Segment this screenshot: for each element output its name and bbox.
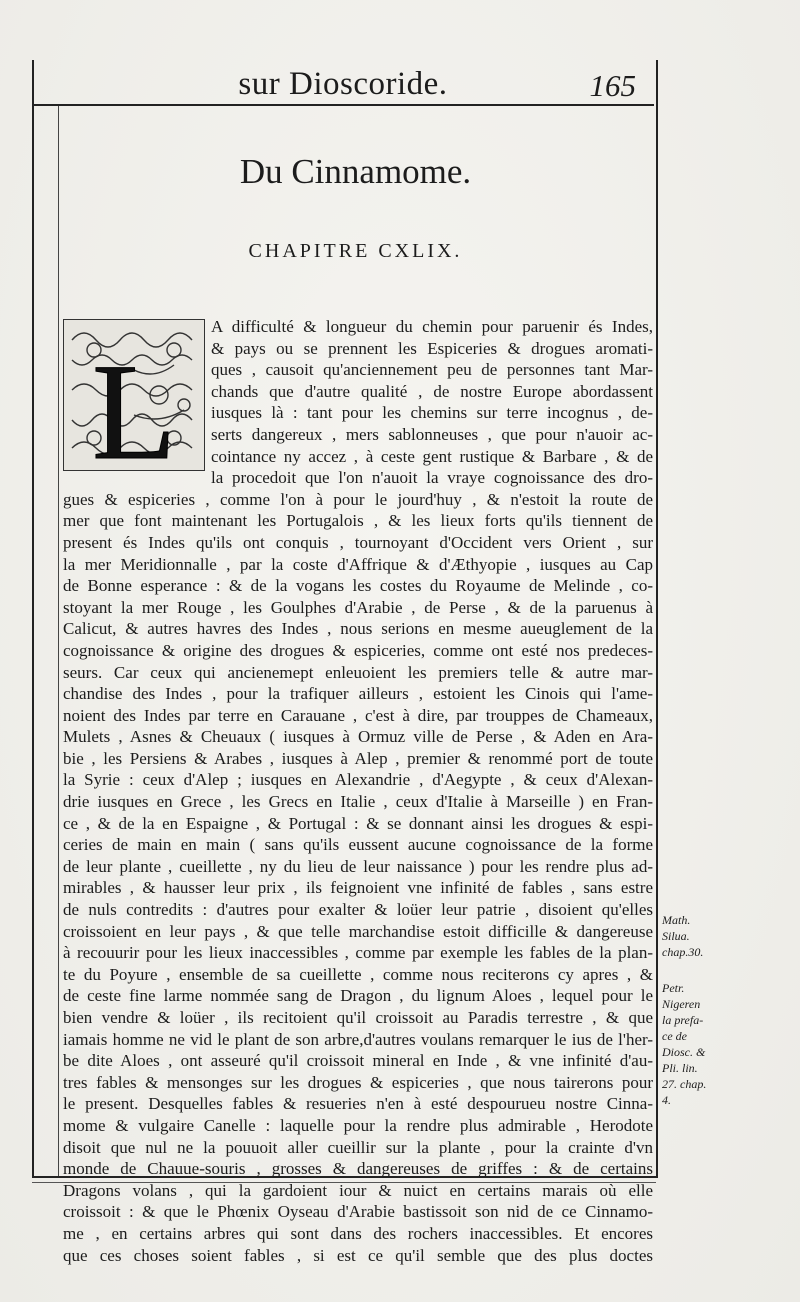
text-line: que ces choses soient fables , si est ce qu'il semble que des plus doctes xyxy=(63,1245,653,1265)
running-head xyxy=(32,60,654,104)
text-line: te du Poyure , ensemble de sa cueillette , comme nous reciterons cy apres , & xyxy=(63,964,653,984)
text-line: de Bonne esperance : & de la vogans les costes du Royaume de Melinde , co- xyxy=(63,576,653,596)
text-line: à recouurir pour les lieux inaccessibles , comme par exemple les fables de la plan- xyxy=(63,943,653,963)
text-line: ques , causoit qu'anciennement peu de personnes tant Mar- xyxy=(211,360,653,380)
text-line: de leur plante , cueillette , ny du lieu de leur naissance ) pour les rendre plus ad- xyxy=(63,856,653,876)
text-line: seurs. Car ceux qui ancienemept enleuoient les premiers telle & autre mar- xyxy=(63,662,653,682)
text-line: be dite Aloes , ont asseuré qu'il croissoit mineral en Inde , & vne infinité d'au- xyxy=(63,1051,653,1071)
margin-note-1 xyxy=(662,912,732,960)
text-line: stoyant la mer Rouge , les Goulphes d'Arabie , de Perse , & de la paruenus à xyxy=(63,597,653,617)
text-line: la Syrie : ceux d'Alep ; iusques en Alexandrie , d'Aegypte , & ceux d'Alexan- xyxy=(63,770,653,790)
margin-note-line: Silua. xyxy=(662,929,690,943)
margin-note-line: 4. xyxy=(662,1093,671,1107)
text-line: mirables , & hausser leur prix , ils feignoient vne infinité de fables , sans estre xyxy=(63,878,653,898)
text-line: croissoient en leur pays , & que telle marchandise estoit difficille & dangereuse xyxy=(63,921,653,941)
text-line: bie , les Persiens & Arabes , iusques à Alep , premier & renommé port de toute xyxy=(63,748,653,768)
text-line: gues & espiceries , comme l'on à pour le jourd'huy , & n'estoit la route de xyxy=(63,489,653,509)
text-line: mer que font maintenant les Portugalois , & les lieux forts qu'ils tiennent de xyxy=(63,511,653,531)
drop-cap-letter: L xyxy=(92,335,177,470)
margin-note-line: la prefa- xyxy=(662,1013,704,1027)
text-line: tres fables & mensonges sur les drogues & espiceries , que nous tairerons pour xyxy=(63,1072,653,1092)
chapter-title: Du Cinnamome. xyxy=(239,152,472,191)
margin-notes xyxy=(662,912,732,1128)
text-line: ceries de main en main ( sans qu'ils eussent aucune cognoissance de la forme xyxy=(63,835,653,855)
text-line: noient des Indes par terre en Carauane , c'est à dire, par trouppes de Chameaux, xyxy=(63,705,653,725)
text-line: la mer Meridionnalle , par la coste d'Affrique & d'Æthyopie , iusques au Cap xyxy=(63,554,653,574)
text-line: de nuls contredits : d'autres pour exalter & loüer leur patrie , disoient qu'elles xyxy=(63,900,653,920)
page-number: 165 xyxy=(589,68,636,103)
text-line: chands que d'autre qualité , de nostre Europe abordassent xyxy=(211,381,653,401)
text-line: me , en certains arbres qui sont dans des rochers inaccessibles. Et encores xyxy=(63,1223,653,1243)
text-line: iamais homme ne vid le plant de son arbre,d'autres voulans remarquer le ius de l'her- xyxy=(63,1029,653,1049)
text-line: Mulets , Asnes & Cheuaux ( iusques à Ormuz ville de Perse , & Aden en Ara- xyxy=(63,727,653,747)
text-line: drie iusques en Grece , les Grecs en Italie , ceux d'Italie à Marseille ) en Fran- xyxy=(63,792,653,812)
margin-note-line: chap.30. xyxy=(662,945,704,959)
margin-note-line: Nigeren xyxy=(662,997,701,1011)
chapter-heading: CHAPITRE CXLIX. xyxy=(248,240,463,262)
text-line: serts dangereux , mers sablonneuses , que pour n'auoir ac- xyxy=(211,424,653,444)
margin-note-line: 27. chap. xyxy=(662,1077,707,1091)
margin-note-line: Pli. lin. xyxy=(662,1061,698,1075)
margin-note-2 xyxy=(662,980,732,1108)
text-line: cognoissance & origine des drogues & espiceries, comme ont esté nos predeces- xyxy=(63,640,653,660)
margin-note-line: ce de xyxy=(662,1029,687,1043)
running-head-title: sur Dioscoride. xyxy=(238,66,448,102)
text-line: cointance ny accez , à ceste gent rustique & Barbare , & de xyxy=(211,446,653,466)
text-line: de ceste fine larme nommée sang de Dragon , du lignum Aloes , lequel pour le xyxy=(63,986,653,1006)
text-line: le present. Desquelles fables & resueries n'en à esté despourueu nostre Cinna- xyxy=(63,1094,653,1114)
text-line: monde de Chauue-souris , grosses & dangereuses de griffes : & de certains xyxy=(63,1159,653,1179)
text-line: Dragons volans , qui la gardoient iour & nuict en certains marais où elle xyxy=(63,1180,653,1200)
text-line: mome & vulgaire Canelle : laquelle pour la rendre plus admirable , Herodote xyxy=(63,1115,653,1135)
text-line: Calicut, & autres havres des Indes , nous serions en mesme aueuglement de la xyxy=(63,619,653,639)
margin-note-line: Diosc. & xyxy=(662,1045,706,1059)
text-line: & pays ou se prennent les Espiceries & drogues aromati- xyxy=(211,338,653,358)
margin-note-line: Petr. xyxy=(662,981,685,995)
margin-note-line: Math. xyxy=(662,913,691,927)
text-line: present és Indes qu'ils ont conquis , tournoyant d'Occident vers Orient , sur xyxy=(63,532,653,552)
text-line: croissoit : & que le Phœnix Oyseau d'Arabie bastissoit son nid de ce Cinnamo- xyxy=(63,1202,653,1222)
text-line: bien vendre & loüer , ils recitoient qu'il croissoit au Paradis terrestre , & que xyxy=(63,1008,653,1027)
text-line: ce , & de la en Espaigne , & Portugal : & se donnant ainsi les drogues & espi- xyxy=(63,813,653,833)
text-line: chandise des Indes , pour la trafiquer ailleurs , estoient les Cinois qui l'ame- xyxy=(63,684,653,704)
text-line: disoit que nul ne la pouuoit aller cueillir sur la plante , pour la crainte d'vn xyxy=(63,1137,653,1157)
text-line: A difficulté & longueur du chemin pour paruenir és Indes, xyxy=(211,317,653,336)
text-line: iusques là : tant pour les chemins sur terre incognus , de- xyxy=(211,403,653,423)
text-line: la procedoit que l'on n'auoit la vraye cognoissance des dro- xyxy=(211,468,653,488)
chapter-body-text xyxy=(63,316,653,1266)
